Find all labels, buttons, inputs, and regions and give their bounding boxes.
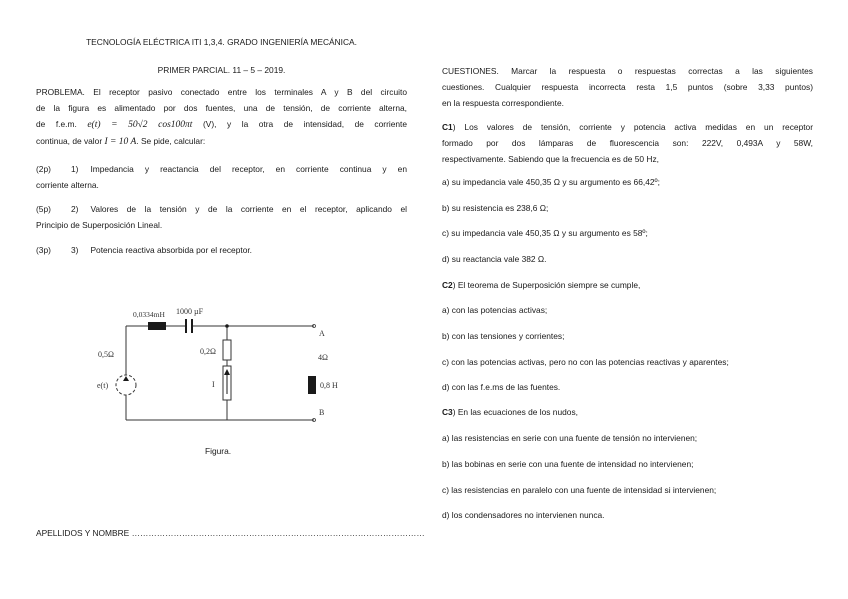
terminal-a-label: A [319, 329, 325, 338]
inductor-block [148, 322, 166, 330]
cuestiones-intro-3: en la respuesta correspondiente. [442, 98, 564, 108]
current-formula: I = 10 A [104, 137, 137, 147]
source-polarity [123, 376, 129, 381]
c1-line-3: respectivamente. Sabiendo que la frecuencia es de 50 Hz, [442, 154, 659, 164]
problem-item-1 [36, 161, 407, 193]
current-label: I [212, 380, 215, 389]
c2-option-c[interactable]: c) con las potencias activas, pero no con las potencias reactivas y aparentes; [442, 357, 729, 367]
problem-item-3 [36, 242, 407, 258]
problem-line-3-post: (V), y la otra de intensidad, de corriente [202, 119, 408, 129]
problem-item-2 [36, 201, 407, 233]
cuestiones-intro-1: CUESTIONES. Marcar la respuesta o respuestas correctas a las siguientes [442, 66, 813, 76]
item-3-points: (3p) [36, 245, 51, 255]
c1-line-2: formado por dos lámparas de fluorescencia son: 222V, 0,493A y 58W, [442, 138, 813, 148]
figure-caption: Figura. [205, 446, 232, 456]
item-1-points: (2p) [36, 164, 51, 174]
c2-label: C2 [442, 280, 453, 290]
c3-option-d[interactable]: d) los condensadores no intervienen nunca. [442, 510, 605, 520]
problem-line-4-post: . Se pide, calcular: [136, 136, 206, 146]
c3-label: C3 [442, 407, 453, 417]
c2-option-b[interactable]: b) con las tensiones y corrientes; [442, 331, 565, 341]
resistor-0-2 [223, 340, 231, 360]
question-c2 [442, 281, 813, 289]
source-label: e(t) [97, 381, 109, 390]
problem-line-4-pre: continua, de valor [36, 136, 103, 146]
cuestiones-intro [442, 63, 813, 111]
name-field[interactable]: APELLIDOS Y NOMBRE …………………………………………………………………………………………… [36, 528, 425, 538]
circuit-diagram [90, 300, 350, 430]
item-3-text-a: Potencia reactiva absorbida por el receptor. [90, 245, 252, 255]
current-arrow-head [224, 369, 230, 375]
r-right-label: 4Ω [318, 353, 328, 362]
c3-option-b[interactable]: b) las bobinas en serie con una fuente de intensidad no intervienen; [442, 459, 694, 469]
item-2-text-a: Valores de la tensión y de la corriente en el receptor, aplicando el [90, 204, 407, 214]
inductor-right-label: 0,8 H [320, 381, 338, 390]
c3-option-c[interactable]: c) las resistencias en paralelo con una fuente de intensidad si intervienen; [442, 485, 717, 495]
c1-option-c[interactable]: c) su impedancia vale 450,35 Ω y su argumento es 58º; [442, 228, 648, 238]
c1-line-1: ) Los valores de tensión, corriente y potencia activa medidas en un receptor [452, 122, 813, 132]
item-2-points: (5p) [36, 204, 51, 214]
item-3-number: 3) [71, 245, 79, 255]
r-mid-label: 0,2Ω [200, 347, 216, 356]
problem-line-2: de la figura es alimentado por dos fuentes, una de tensión, de corriente alterna, [36, 103, 407, 113]
question-c1 [442, 119, 813, 167]
c3-option-a[interactable]: a) las resistencias en serie con una fuente de tensión no intervienen; [442, 433, 698, 443]
item-1-text-b: corriente alterna. [36, 180, 99, 190]
capacitor-label: 1000 µF [176, 307, 204, 316]
item-2-number: 2) [71, 204, 79, 214]
emf-formula: e(t) = 50√2 cos100πt [87, 120, 193, 130]
item-1-number: 1) [71, 164, 79, 174]
c2-option-a[interactable]: a) con las potencias activas; [442, 305, 548, 315]
c3-stem: ) En las ecuaciones de los nudos, [452, 407, 578, 417]
node-dot [225, 324, 229, 328]
c2-option-d[interactable]: d) con las f.e.ms de las fuentes. [442, 382, 561, 392]
item-1-text-a: Impedancia y reactancia del receptor, en corriente continua y en [90, 164, 407, 174]
exam-subtitle: PRIMER PARCIAL. 11 – 5 – 2019. [157, 65, 286, 75]
c1-option-b[interactable]: b) su resistencia es 238,6 Ω; [442, 203, 549, 213]
problem-statement [36, 84, 407, 150]
c1-option-a[interactable]: a) su impedancia vale 450,35 Ω y su argumento es 66,42º; [442, 177, 660, 187]
inductor-label: 0,0334mH [133, 310, 165, 319]
c1-option-d[interactable]: d) su reactancia vale 382 Ω. [442, 254, 547, 264]
item-2-text-b: Principio de Superposición Lineal. [36, 220, 163, 230]
question-c3 [442, 408, 813, 416]
c2-stem: ) El teorema de Superposición siempre se cumple, [452, 280, 641, 290]
problem-line-1: El receptor pasivo conectado entre los terminales A y B del circuito [93, 87, 407, 97]
problem-label: PROBLEMA. [36, 87, 85, 97]
document-title: TECNOLOGÍA ELÉCTRICA ITI 1,3,4. GRADO INGENIERÍA MECÁNICA. [86, 37, 357, 47]
receptor-inductor-block [308, 376, 316, 394]
cuestiones-intro-2: cuestiones. Cualquier respuesta incorrecta resta 1,5 puntos (sobre 3,33 puntos) [442, 82, 813, 92]
r-left-label: 0,5Ω [98, 350, 114, 359]
problem-line-3-pre: de f.e.m. [36, 119, 77, 129]
terminal-b-label: B [319, 408, 325, 417]
c1-label: C1 [442, 122, 453, 132]
